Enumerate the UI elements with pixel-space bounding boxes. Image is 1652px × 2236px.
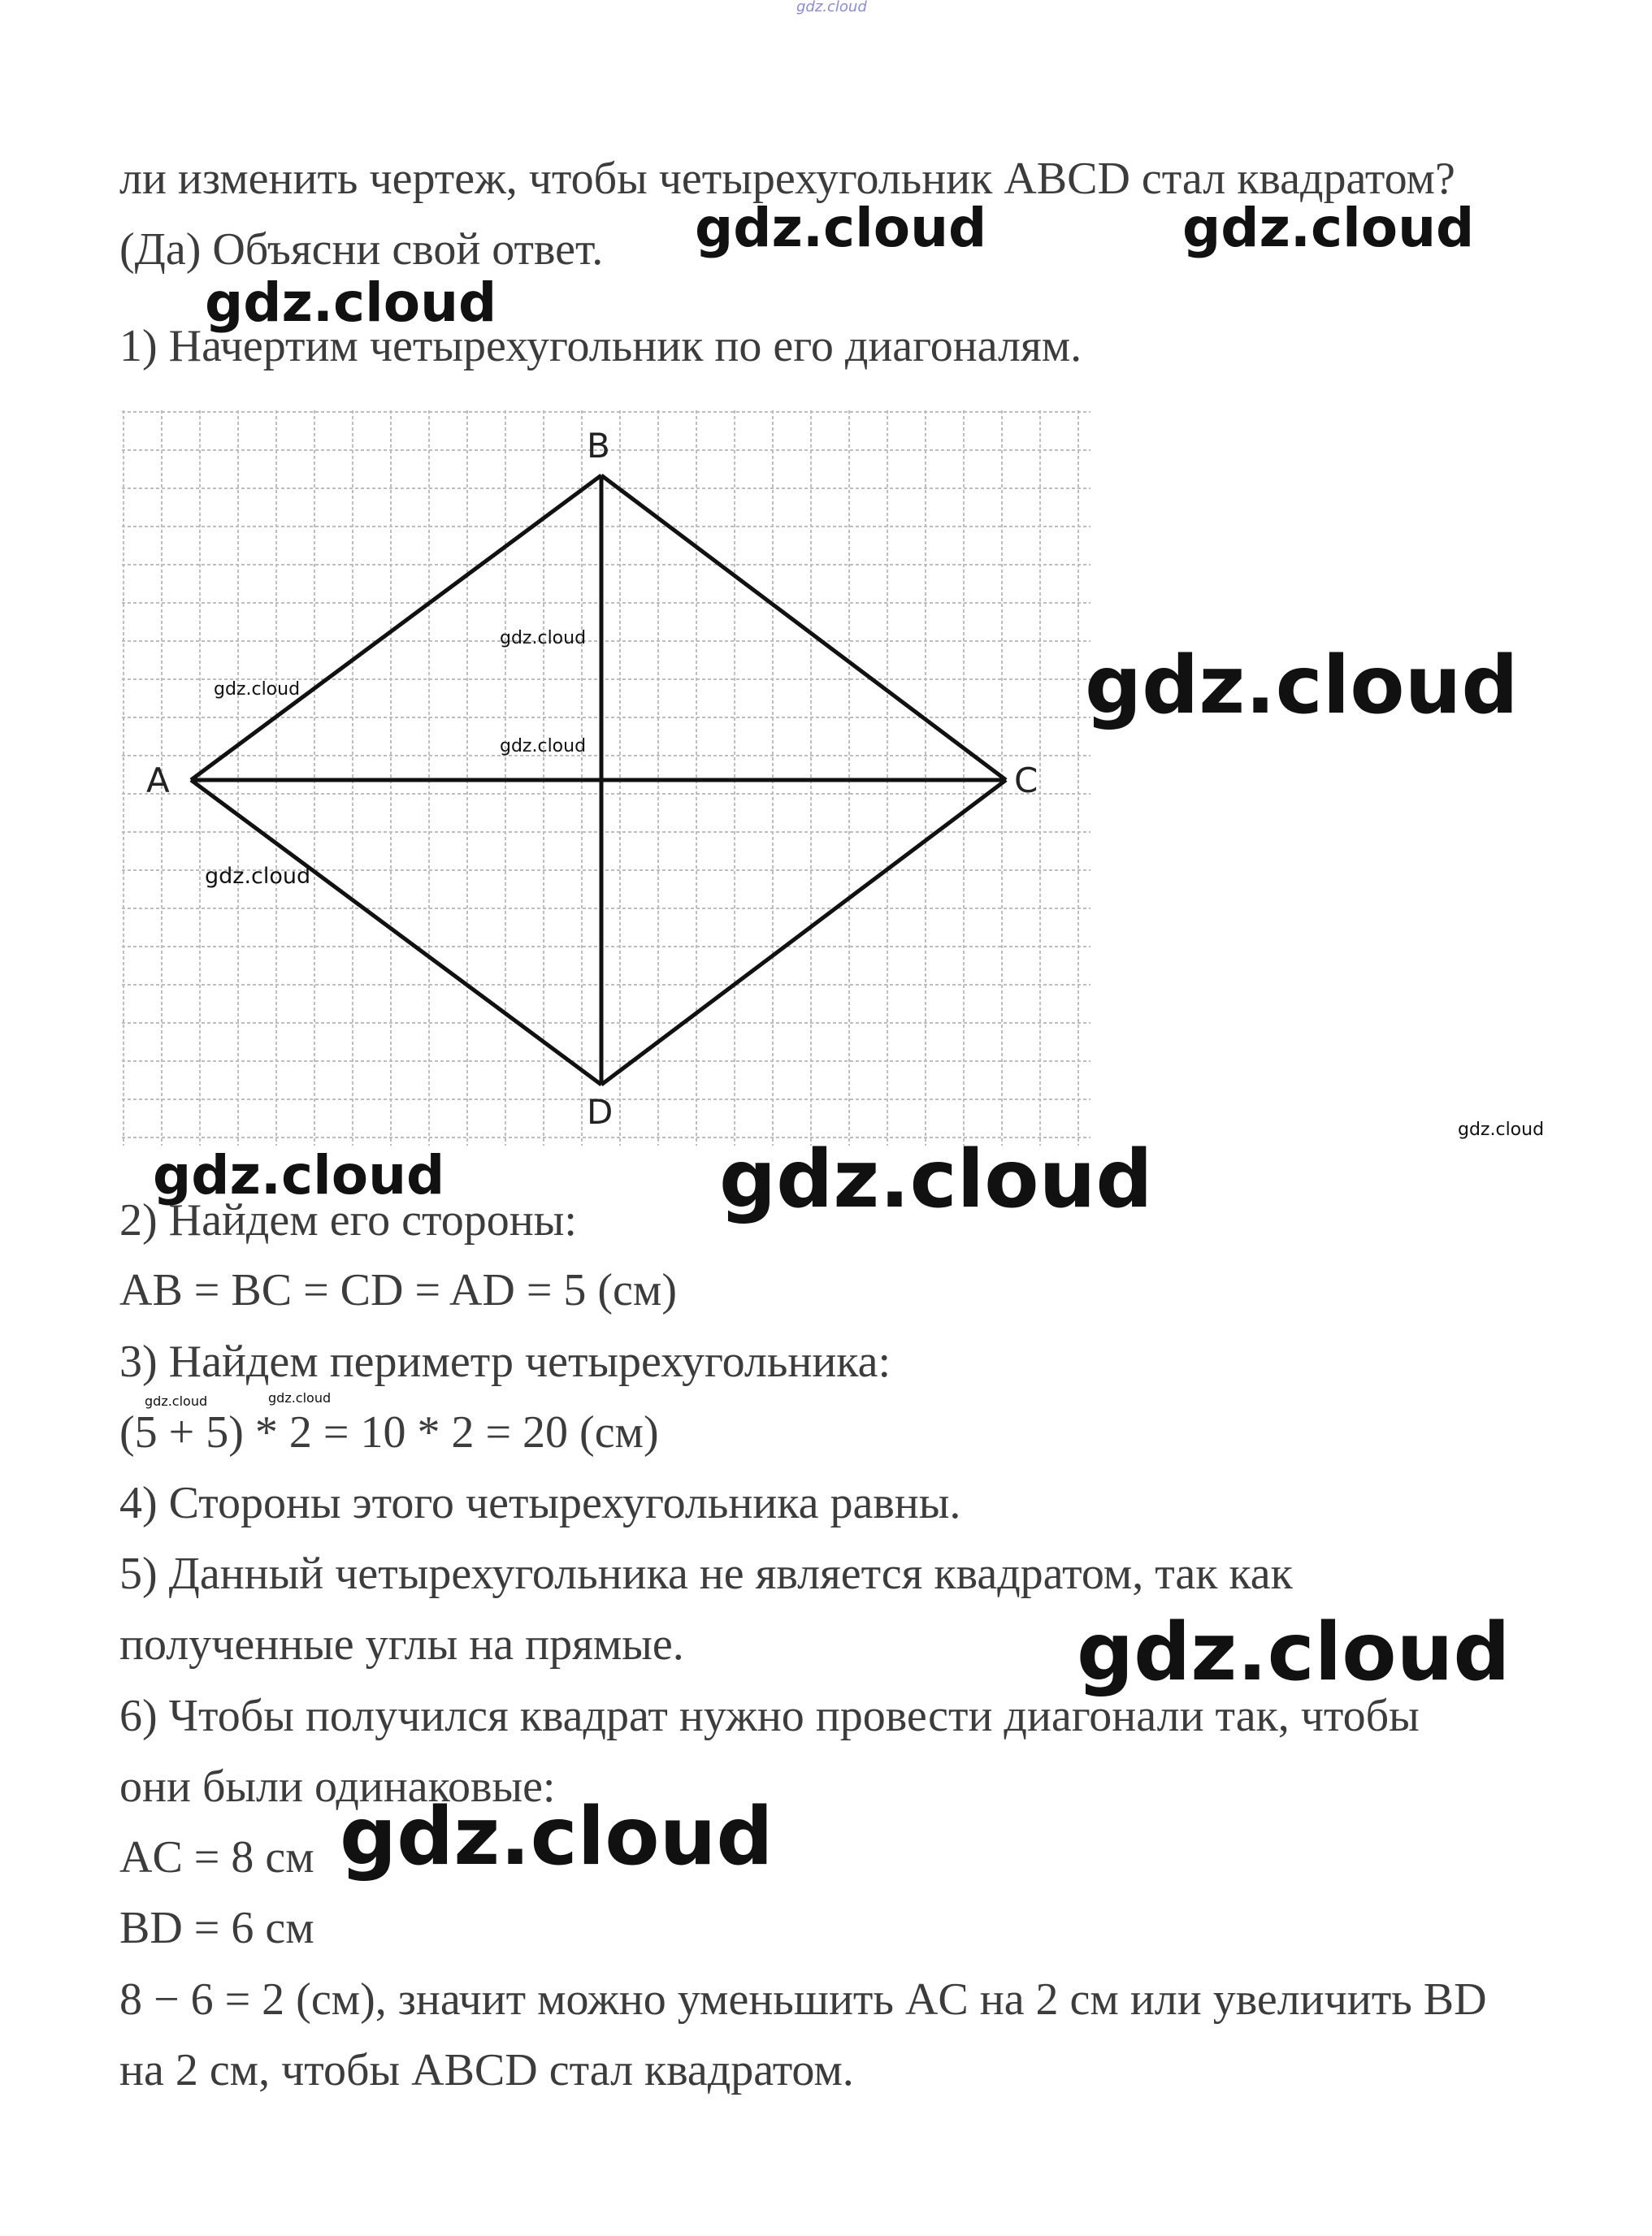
text-line-8: 4) Стороны этого четырехугольника равны. [119, 1478, 961, 1528]
watermark: gdz.cloud [268, 1390, 332, 1406]
watermark: gdz.cloud [145, 1393, 208, 1409]
figure-watermark: gdz.cloud [500, 736, 587, 756]
vertex-label-d: D [587, 1092, 614, 1132]
side-da [191, 780, 601, 1085]
vertex-label-b: B [587, 426, 610, 466]
vertex-label-a: A [146, 760, 170, 800]
text-line-14: BD = 6 см [119, 1903, 314, 1953]
watermark: gdz.cloud [205, 271, 497, 334]
text-line-10: полученные углы на прямые. [119, 1619, 684, 1670]
watermark: gdz.cloud [1182, 197, 1475, 259]
text-line-6: 3) Найдем периметр четырехугольника: [119, 1337, 891, 1387]
watermark: gdz.cloud [153, 1144, 445, 1207]
text-line-3: 1) Начертим четырехугольник по его диагоналям. [119, 321, 1082, 371]
figure-watermark: gdz.cloud [205, 864, 311, 889]
figure-watermark: gdz.cloud [500, 628, 587, 648]
watermark: gdz.cloud [719, 1133, 1153, 1226]
rhombus-figure [122, 410, 1097, 1150]
text-line-1: ли изменить чертеж, чтобы четырехугольник ABCD стал квадратом? [119, 154, 1455, 204]
watermark: gdz.cloud [1077, 1606, 1511, 1699]
text-line-15: 8 − 6 = 2 (см), значит можно уменьшить AC на 2 см или увеличить BD [119, 1974, 1487, 2025]
text-line-9: 5) Данный четырехугольника не является квадратом, так как [119, 1549, 1293, 1599]
text-line-13: AC = 8 см [119, 1832, 314, 1883]
figure-watermark: gdz.cloud [214, 679, 301, 700]
side-bc [601, 475, 1006, 780]
text-line-12: они были одинаковые: [119, 1762, 556, 1812]
top-watermark: gdz.cloud [796, 0, 867, 15]
text-line-5: AB = BC = CD = AD = 5 (см) [119, 1265, 677, 1315]
text-line-16: на 2 см, чтобы ABCD стал квадратом. [119, 2045, 854, 2095]
text-line-11: 6) Чтобы получился квадрат нужно провести диагонали так, чтобы [119, 1691, 1420, 1741]
text-line-4: 2) Найдем его стороны: [119, 1195, 577, 1246]
text-line-7: (5 + 5) * 2 = 10 * 2 = 20 (см) [119, 1407, 659, 1458]
vertex-label-c: C [1014, 760, 1038, 800]
watermark: gdz.cloud [695, 197, 987, 259]
watermark: gdz.cloud [1458, 1120, 1545, 1140]
text-line-2: (Да) Объясни свой ответ. [119, 224, 604, 275]
side-cd [601, 780, 1006, 1085]
watermark: gdz.cloud [340, 1791, 774, 1883]
watermark: gdz.cloud [1085, 639, 1519, 732]
